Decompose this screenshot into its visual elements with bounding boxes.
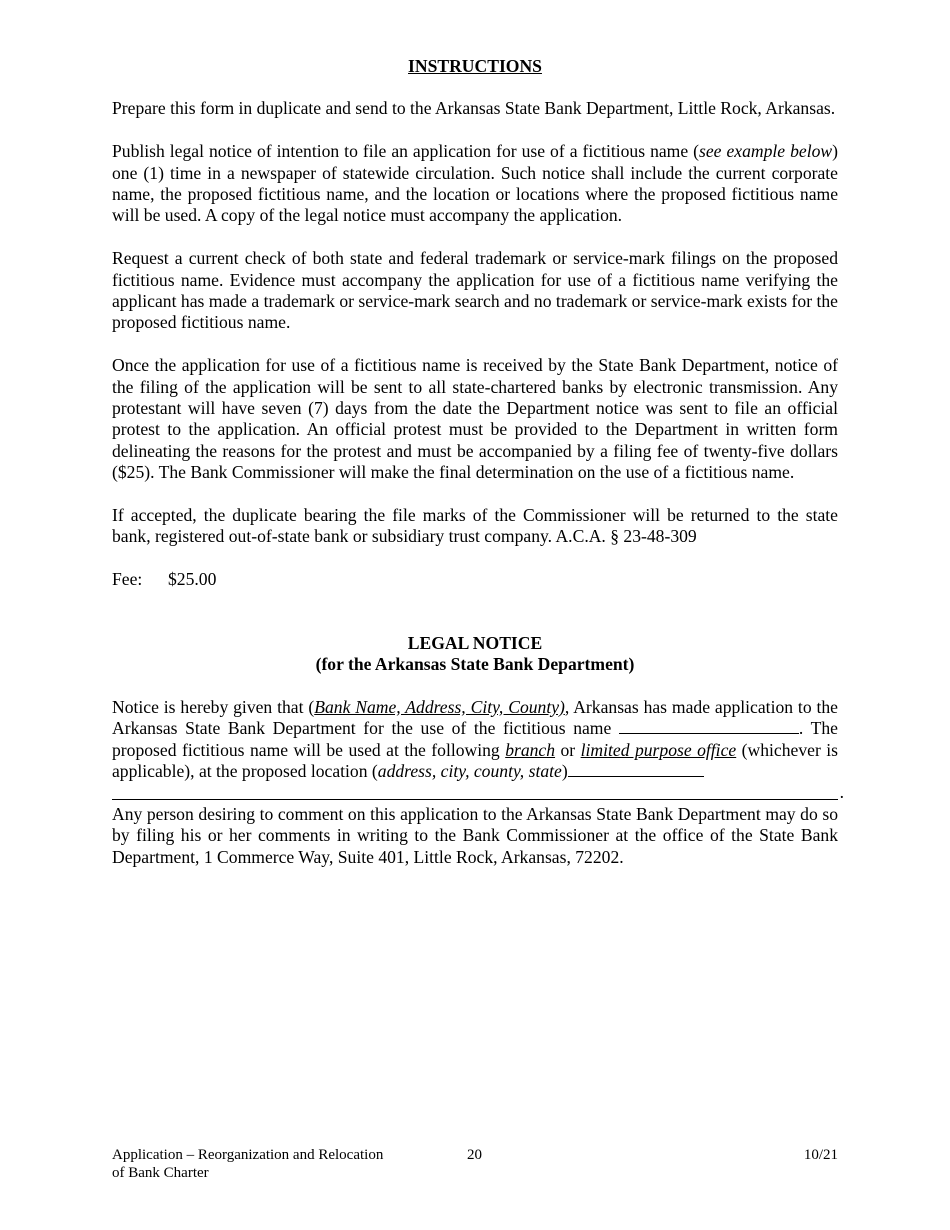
notice-period-1: . [798, 718, 804, 739]
instructions-paragraph-4: Once the application for use of a fictitious name is received by the State Bank Department, notice of the filing of the application will be sent to all state-chartered banks by electronic transmission. Any protestant will have seven (7) days from the date the Department notice was sent to file an official protest to the application. An official protest must be provided to the Department in written form delineating the reasons for the protest and must be accompanied by a filing fee of twenty-five dollars ($25). The Bank Commissioner will make the final determination on the use of a fictitious name. [112, 355, 838, 483]
fictitious-name-blank[interactable] [619, 718, 799, 734]
location-rule [112, 799, 838, 800]
notice-close-paren: ) [561, 761, 568, 782]
footer-title-line-2: of Bank Charter [112, 1165, 209, 1181]
bank-name-placeholder: Bank Name, Address, City, County) [314, 696, 565, 717]
location-blank[interactable] [568, 761, 704, 777]
notice-text-4: (whichever is applicable), at the proposed location ( [112, 739, 838, 782]
p2-text-b: ) one (1) time in a newspaper of statewide circulation. Such notice shall include the current corporate name, the proposed fictitious name, and the location or locations where the proposed fictitious name will be used. A copy of the legal notice must accompany the application. [112, 141, 838, 226]
instructions-paragraph-3: Request a current check of both state and federal trademark or service-mark filings on the proposed fictitious name. Evidence must accompany the application for use of a fictitious name verifying the applicant has made a trademark or service-mark search and no trademark or service-mark exists for the proposed fictitious name. [112, 248, 838, 333]
limited-purpose-office-option: limited purpose office [580, 739, 737, 760]
p2-italic: see example below [699, 141, 833, 162]
branch-option: branch [505, 739, 556, 760]
instructions-title: INSTRUCTIONS [408, 56, 542, 76]
comment-paragraph: Any person desiring to comment on this application to the Arkansas State Bank Department may do so by filing his or her comments in writing to the Bank Commissioner at the office of the State Bank Department, 1 Commerce Way, Suite 401, Little Rock, Arkansas, 72202. [112, 803, 838, 867]
instructions-paragraph-2 [112, 141, 838, 227]
fee-label: Fee: [112, 569, 143, 590]
location-continuation-line[interactable] [112, 782, 844, 804]
location-placeholder: address, city, county, state [377, 761, 562, 782]
instructions-paragraph-5: If accepted, the duplicate bearing the file marks of the Commissioner will be returned to the state bank, registered out-of-state bank or subsidiary trust company. A.C.A. § 23-48-309 [112, 505, 838, 547]
document-page [112, 56, 844, 868]
legal-notice-body [112, 696, 844, 868]
notice-text-3: The proposed fictitious name will be used at the following [112, 718, 838, 760]
legal-notice-subtitle: (for the Arkansas State Bank Department) [315, 654, 635, 675]
footer-title-line-1: Application – Reorganization and Relocation [112, 1147, 384, 1163]
notice-period-2: . [839, 782, 844, 803]
legal-notice-heading [112, 633, 838, 676]
footer-page-number: 20 [467, 1147, 482, 1163]
fee-line [112, 569, 838, 590]
fee-value: $25.00 [168, 569, 217, 590]
notice-text-2: Arkansas has made application to the Arkansas State Bank Department for the use of the fictitious name [112, 696, 838, 739]
notice-or: or [555, 739, 581, 760]
notice-comma: , [564, 696, 570, 717]
footer-document-title [112, 1146, 412, 1182]
legal-notice-paragraph [112, 697, 838, 783]
footer-date: 10/21 [803, 1147, 838, 1163]
p2-text-a: Publish legal notice of intention to file an application for use of a fictitious name ( [112, 141, 700, 162]
legal-notice-title: LEGAL NOTICE [407, 632, 543, 653]
instructions-paragraph-1: Prepare this form in duplicate and send to the Arkansas State Bank Department, Little Rock, Arkansas. [112, 98, 836, 119]
notice-text-1: Notice is hereby given that ( [112, 696, 315, 717]
